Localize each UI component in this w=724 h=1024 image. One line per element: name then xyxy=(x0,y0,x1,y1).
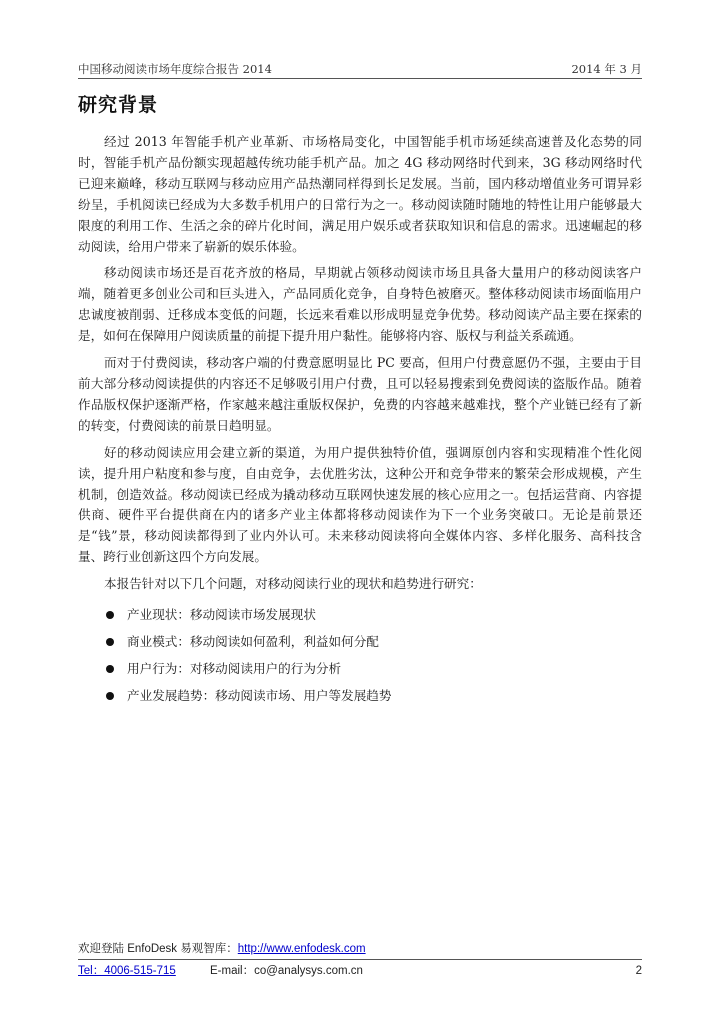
list-item xyxy=(78,686,642,713)
footer-website-link[interactable]: http://www.enfodesk.com xyxy=(237,943,366,955)
header-divider xyxy=(78,78,642,79)
list-item-text: 产业发展趋势：移动阅读市场、用户等发展趋势 xyxy=(127,688,392,704)
footer-phone-link[interactable]: Tel：4006-515-715 xyxy=(78,965,176,977)
page-number: 2 xyxy=(635,965,642,977)
bullet-icon xyxy=(106,665,114,673)
bullet-icon xyxy=(106,611,114,619)
footer-welcome-mid: 易观智库： xyxy=(177,943,238,955)
footer-email-label: E-mail： xyxy=(210,965,255,977)
bullet-icon xyxy=(106,638,114,646)
footer-email-address[interactable]: co@analysys.com.cn xyxy=(254,965,363,977)
page-header xyxy=(78,57,642,77)
list-item xyxy=(78,632,642,659)
footer-brand: EnfoDesk xyxy=(127,943,178,955)
footer-welcome-prefix: 欢迎登陆 xyxy=(78,943,128,955)
research-topic-list xyxy=(78,605,642,713)
paragraph-3: 而对于付费阅读，移动客户端的付费意愿明显比 PC 要高，但用户付费意愿仍不强，主要由于目前大部分移动阅读提供的内容还不足够吸引用户付费，且可以轻易搜索到免费阅读的盗版作品。随着作品版权保护逐渐严格，作家越来越注重版权保护，免费的内容越来越难找，整个产业链已经有了新的转变，付费阅读的前景日趋明显。 xyxy=(78,355,642,433)
list-item-text: 用户行为：对移动阅读用户的行为分析 xyxy=(127,661,342,677)
section-title: 研究背景 xyxy=(78,94,159,116)
paragraph-4: 好的移动阅读应用会建立新的渠道，为用户提供独特价值，强调原创内容和实现精准个性化阅读，提升用户粘度和参与度，自由竞争，去优胜劣汰，这种公开和竞争带来的繁荣会形成规模，产生机制，创造效益。移动阅读已经成为撬动移动互联网快速发展的核心应用之一。包括运营商、内容提供商、硬件平台提供商在内的诸多产业主体都将移动阅读作为下一个业务突破口。无论是前景还是“钱”景，移动阅读都得到了业内外认可。未来移动阅读将向全媒体内容、多样化服务、高科技含量、跨行业创新这四个方向发展。 xyxy=(78,444,642,565)
header-date: 2014 年 3 月 xyxy=(571,62,642,76)
paragraph-2: 移动阅读市场还是百花齐放的格局，早期就占领移动阅读市场且具备大量用户的移动阅读客户端，随着更多创业公司和巨头进入，产品同质化竞争，自身特色被磨灭。整体移动阅读市场面临用户忠诚度被削弱、迁移成本变低的问题，长远来看难以形成明显竞争优势。移动阅读产品主要在探索的是，如何在保障用户阅读质量的前提下提升用户黏性。能够将内容、版权与利益关系疏通。 xyxy=(78,265,642,344)
document-body xyxy=(78,132,642,713)
header-report-title: 中国移动阅读市场年度综合报告 2014 xyxy=(78,62,272,76)
footer-contact xyxy=(78,963,642,979)
list-item xyxy=(78,659,642,686)
bullet-icon xyxy=(106,692,114,700)
list-item xyxy=(78,605,642,632)
list-item-text: 产业现状：移动阅读市场发展现状 xyxy=(127,607,316,623)
footer-divider xyxy=(78,959,642,960)
list-item-text: 商业模式：移动阅读如何盈利，利益如何分配 xyxy=(127,634,379,650)
footer-welcome xyxy=(78,942,642,956)
paragraph-1: 经过 2013 年智能手机产业革新、市场格局变化，中国智能手机市场延续高速普及化态势的同时，智能手机产品份额实现超越传统功能手机产品。加之 4G 移动网络时代到来，3G 移动网络时代已迎来巅峰，移动互联网与移动应用产品热潮同样得到长足发展。当前，国内移动增值业务可谓异彩纷呈，手机阅读已经成为大多数手机用户的日常行为之一。移动阅读随时随地的特性让用户能够最大限度的利用工作、生活之余的碎片化时间，满足用户娱乐或者获取知识和信息的需求。迅速崛起的移动阅读，给用户带来了崭新的娱乐体验。 xyxy=(78,134,642,254)
footer-email xyxy=(210,963,363,979)
research-intro: 本报告针对以下几个问题，对移动阅读行业的现状和趋势进行研究： xyxy=(104,576,482,592)
